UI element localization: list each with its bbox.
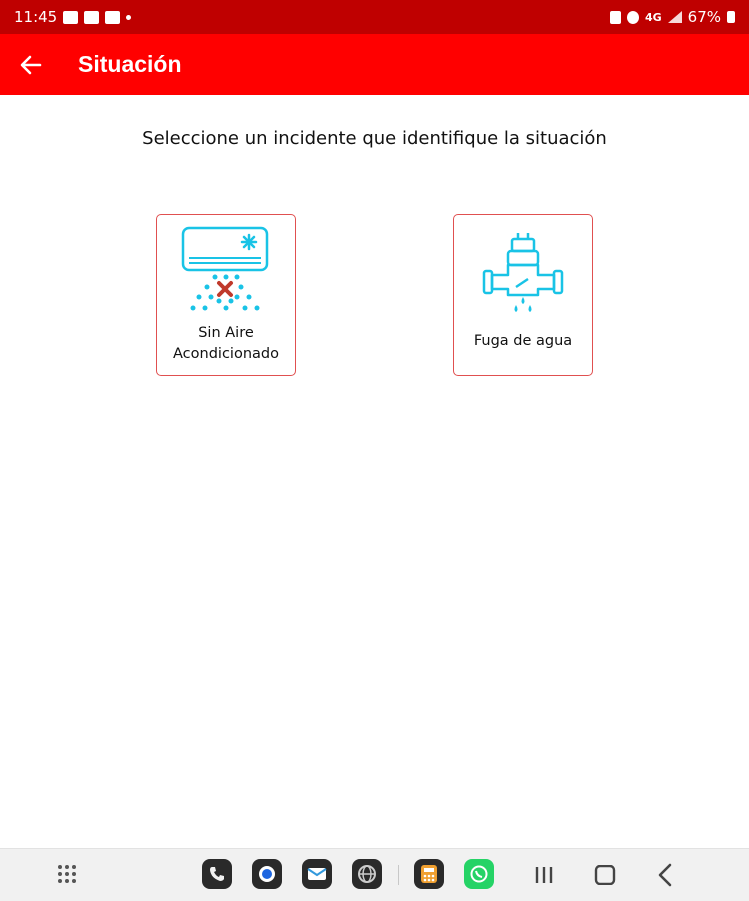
app-drawer-icon[interactable] bbox=[56, 863, 78, 889]
incident-label-line1: Fuga de agua bbox=[473, 333, 573, 349]
status-bar bbox=[0, 0, 749, 34]
home-notification-icon bbox=[84, 11, 99, 24]
incident-label bbox=[173, 323, 279, 365]
youtube-notification-icon bbox=[105, 11, 120, 24]
whatsapp-icon[interactable] bbox=[464, 859, 494, 889]
status-left bbox=[14, 8, 131, 26]
page-title: Situación bbox=[78, 51, 182, 77]
incident-label-line1: Sin Aire bbox=[198, 325, 254, 341]
network-type: 4G bbox=[644, 10, 662, 24]
status-time: 11:45 bbox=[14, 8, 58, 26]
water-leak-pipe-icon bbox=[478, 225, 568, 317]
incident-card-no-ac[interactable] bbox=[156, 214, 296, 376]
email-icon[interactable] bbox=[302, 859, 332, 889]
incident-label bbox=[474, 331, 572, 352]
battery-icon bbox=[727, 11, 735, 23]
divider bbox=[398, 865, 399, 885]
incident-card-water-leak[interactable] bbox=[453, 214, 593, 376]
alarm-icon bbox=[627, 11, 639, 24]
browser-icon[interactable] bbox=[352, 859, 382, 889]
gallery-notification-icon bbox=[63, 11, 78, 24]
phone-icon[interactable] bbox=[202, 859, 232, 889]
instruction-text: Seleccione un incidente que identifique la situación bbox=[142, 128, 607, 149]
air-conditioner-off-icon bbox=[181, 225, 271, 317]
status-right bbox=[610, 8, 735, 26]
battery-level: 67% bbox=[687, 8, 721, 26]
more-notifications-icon bbox=[126, 15, 131, 20]
signal-icon bbox=[668, 11, 682, 23]
messages-icon[interactable] bbox=[252, 859, 282, 889]
recents-icon[interactable] bbox=[533, 865, 555, 889]
calculator-icon[interactable] bbox=[414, 859, 444, 889]
arrow-left-icon bbox=[20, 55, 42, 75]
app-bar bbox=[0, 34, 749, 95]
back-button[interactable] bbox=[0, 34, 62, 95]
home-icon[interactable] bbox=[594, 865, 616, 889]
back-icon[interactable] bbox=[656, 863, 674, 891]
navigation-bar bbox=[0, 848, 749, 901]
incident-label-line2: Acondicionado bbox=[173, 346, 279, 362]
lock-icon bbox=[610, 11, 621, 24]
